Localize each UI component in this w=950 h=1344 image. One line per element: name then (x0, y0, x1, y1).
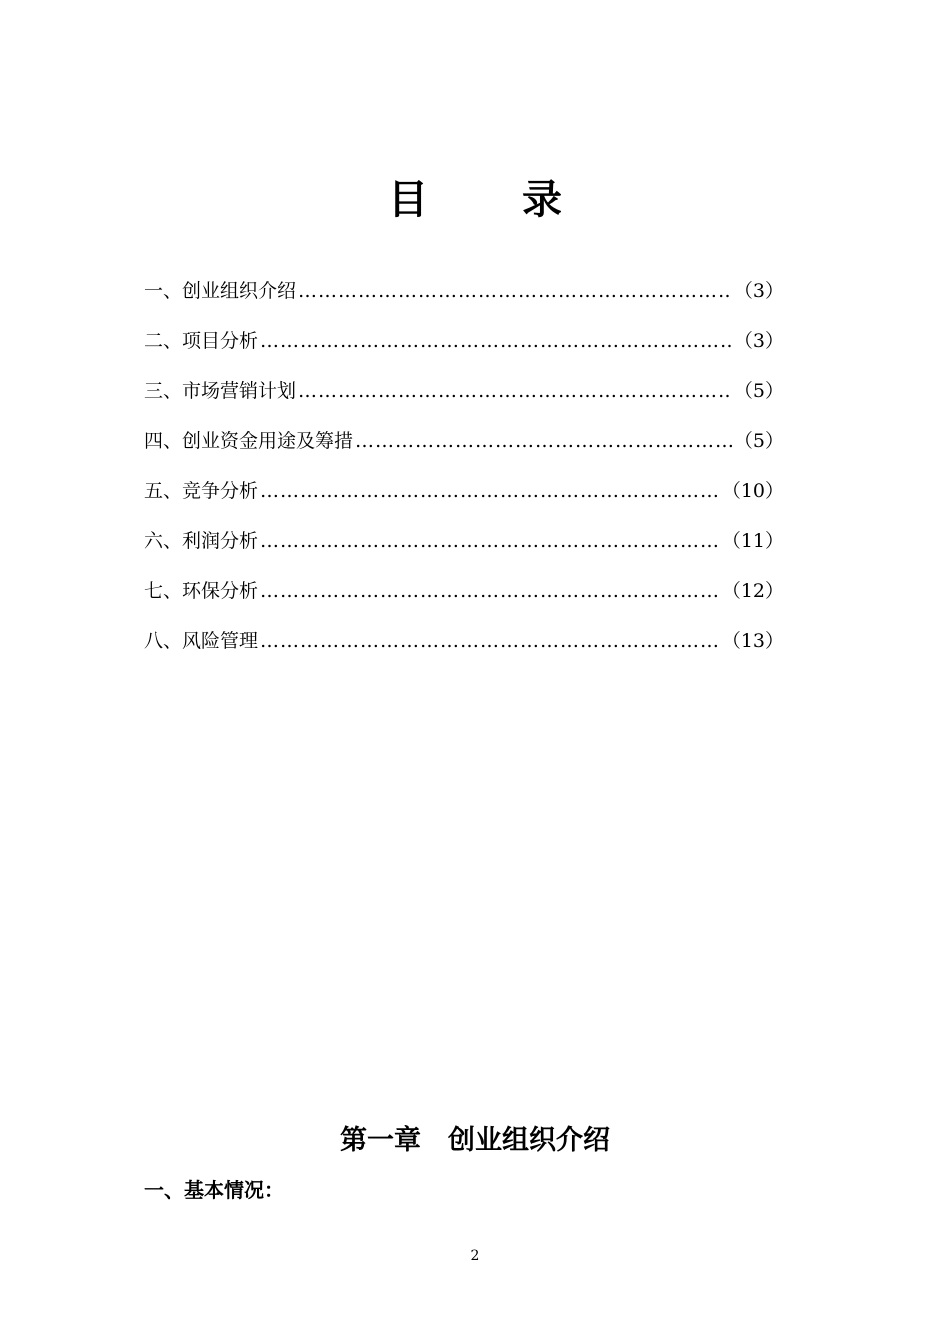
toc-item-page: （11） (721, 530, 784, 552)
toc-item-label: 一、创业组织介绍 (144, 280, 297, 302)
toc-item-label: 三、市场营销计划 (144, 380, 297, 402)
chapter-title: 第一章 创业组织介绍 (340, 1125, 610, 1156)
toc-leader-dots (260, 474, 720, 508)
toc-leader-dots (260, 524, 720, 558)
toc-item[interactable] (144, 574, 784, 624)
toc-leader-dots (298, 274, 732, 308)
section-heading: 一、基本情况： (144, 1178, 284, 1202)
toc-leader-dots (298, 374, 732, 408)
toc-leader-dots (260, 324, 732, 358)
toc-item-label: 七、环保分析 (144, 580, 259, 602)
toc-item[interactable] (144, 424, 784, 474)
toc-title: 目 录 (388, 177, 602, 223)
toc-item-label: 六、利润分析 (144, 530, 259, 552)
toc-item-page: （13） (721, 630, 784, 652)
toc-item[interactable] (144, 524, 784, 574)
toc-leader-dots (355, 424, 732, 458)
toc-item-page: （3） (733, 330, 784, 352)
toc-leader-dots (260, 574, 720, 608)
toc-item[interactable] (144, 624, 784, 674)
toc-item-label: 四、创业资金用途及筹措 (144, 430, 354, 452)
toc-item-label: 二、项目分析 (144, 330, 259, 352)
toc-item-page: （12） (721, 580, 784, 602)
toc-leader-dots (260, 624, 720, 658)
toc-item[interactable] (144, 374, 784, 424)
page-number: 2 (470, 1248, 480, 1264)
toc-item-page: （3） (733, 280, 784, 302)
toc-item-page: （5） (733, 380, 784, 402)
toc-item-page: （5） (733, 430, 784, 452)
toc-item[interactable] (144, 474, 784, 524)
toc-item-label: 五、竞争分析 (144, 480, 259, 502)
table-of-contents (144, 274, 784, 674)
toc-item-label: 八、风险管理 (144, 630, 259, 652)
toc-item[interactable] (144, 274, 784, 324)
toc-item[interactable] (144, 324, 784, 374)
toc-item-page: （10） (721, 480, 784, 502)
